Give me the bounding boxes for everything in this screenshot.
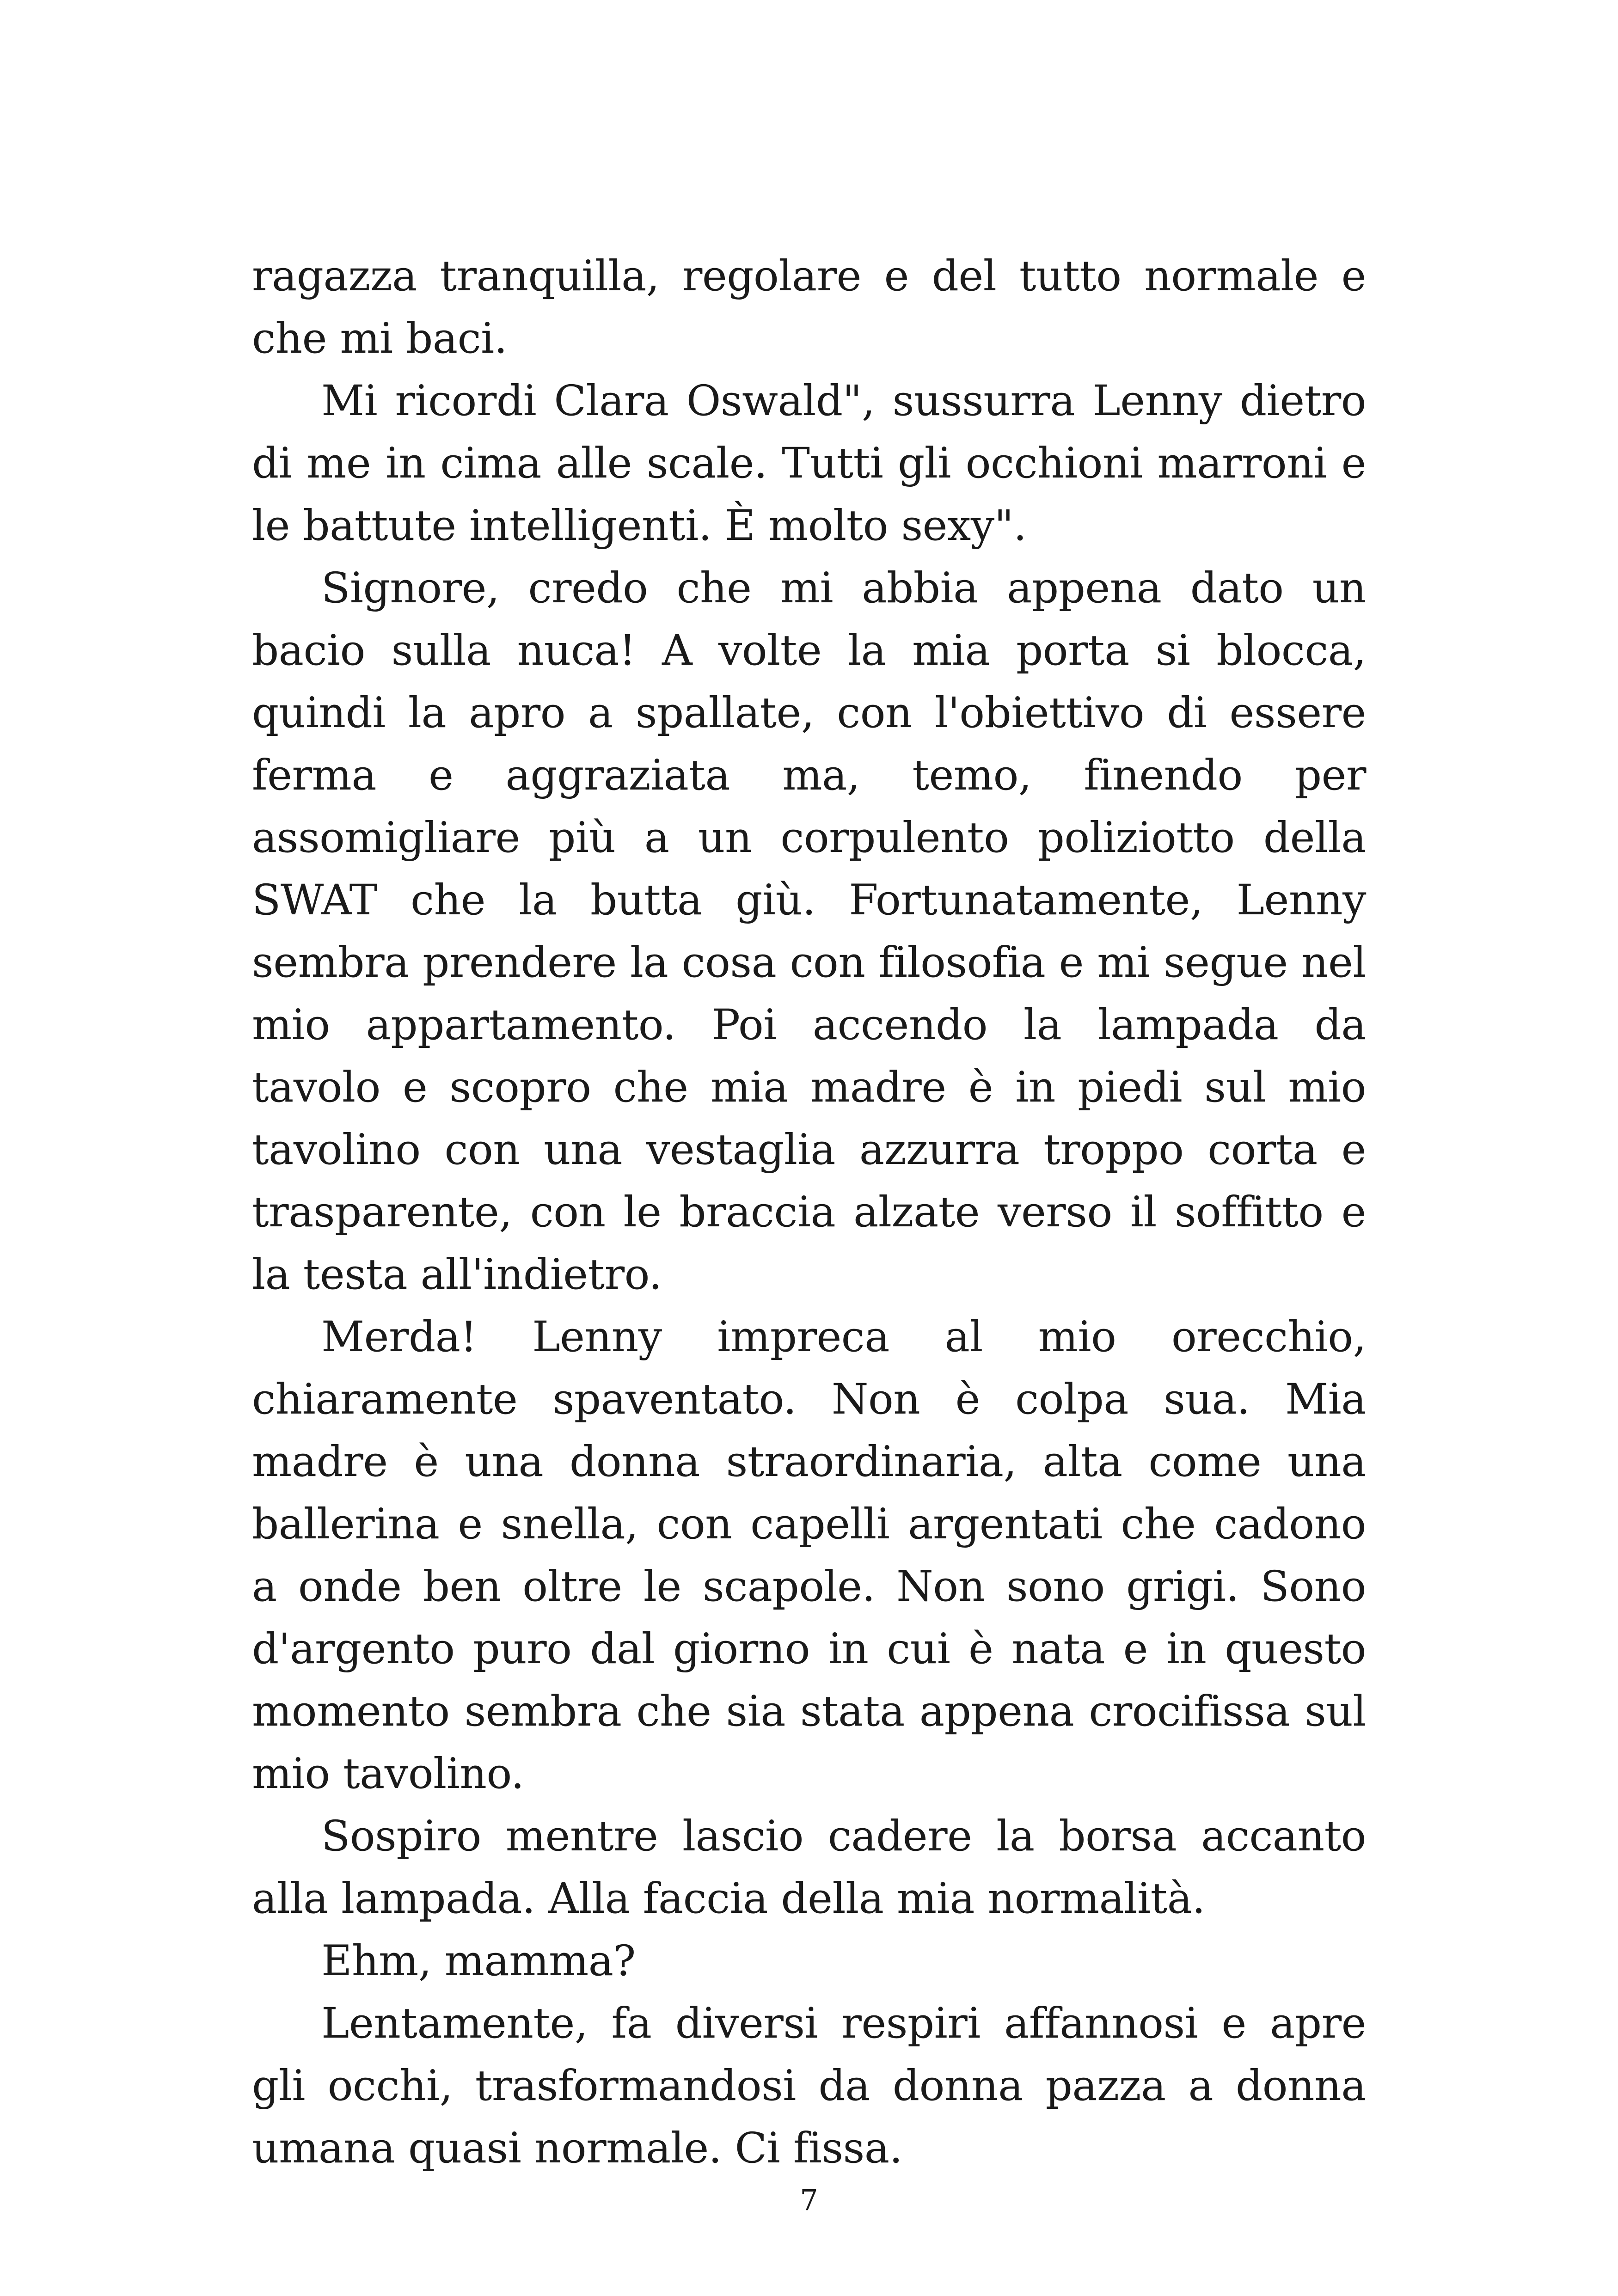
paragraph: Mi ricordi Clara Oswald", sussurra Lenny dietro di me in cima alle scale. Tutti gli occhioni marroni e le battute intelligenti. È molto sexy".: [252, 377, 1366, 550]
paragraph: Ehm, mamma?: [321, 1937, 636, 1985]
page-number: 7: [800, 2183, 818, 2217]
paragraph: Signore, credo che mi abbia appena dato un bacio sulla nuca! A volte la mia porta si blocca, quindi la apro a spallate, con l'obiettivo di essere ferma e aggraziata ma, temo, finendo per assomigliare più a un corpulento poliziotto della SWAT che la butta giù. Fortunatamente, Lenny sembra prendere la cosa con filosofia e mi segue nel mio appartamento. Poi accendo la lampada da tavolo e scopro che mia madre è in piedi sul mio tavolino con una vestaglia azzurra troppo corta e trasparente, con le braccia alzate verso il soffitto e la testa all'indietro.: [252, 564, 1366, 1299]
paragraph: Merda! Lenny impreca al mio orecchio, chiaramente spaventato. Non è colpa sua. Mia madre è una donna straordinaria, alta come una ballerina e snella, con capelli argentati che cadono a onde ben oltre le scapole. Non sono grigi. Sono d'argento puro dal giorno in cui è nata e in questo momento sembra che sia stata appena crocifissa sul mio tavolino.: [252, 1313, 1366, 1798]
paragraph: Sospiro mentre lascio cadere la borsa accanto alla lampada. Alla faccia della mia normalità.: [252, 1812, 1366, 1923]
page-body: [252, 245, 1366, 2180]
paragraph: ragazza tranquilla, regolare e del tutto normale e che mi baci.: [252, 252, 1366, 363]
paragraph: Lentamente, fa diversi respiri affannosi e apre gli occhi, trasformandosi da donna pazza a donna umana quasi normale. Ci fissa.: [252, 1999, 1366, 2173]
